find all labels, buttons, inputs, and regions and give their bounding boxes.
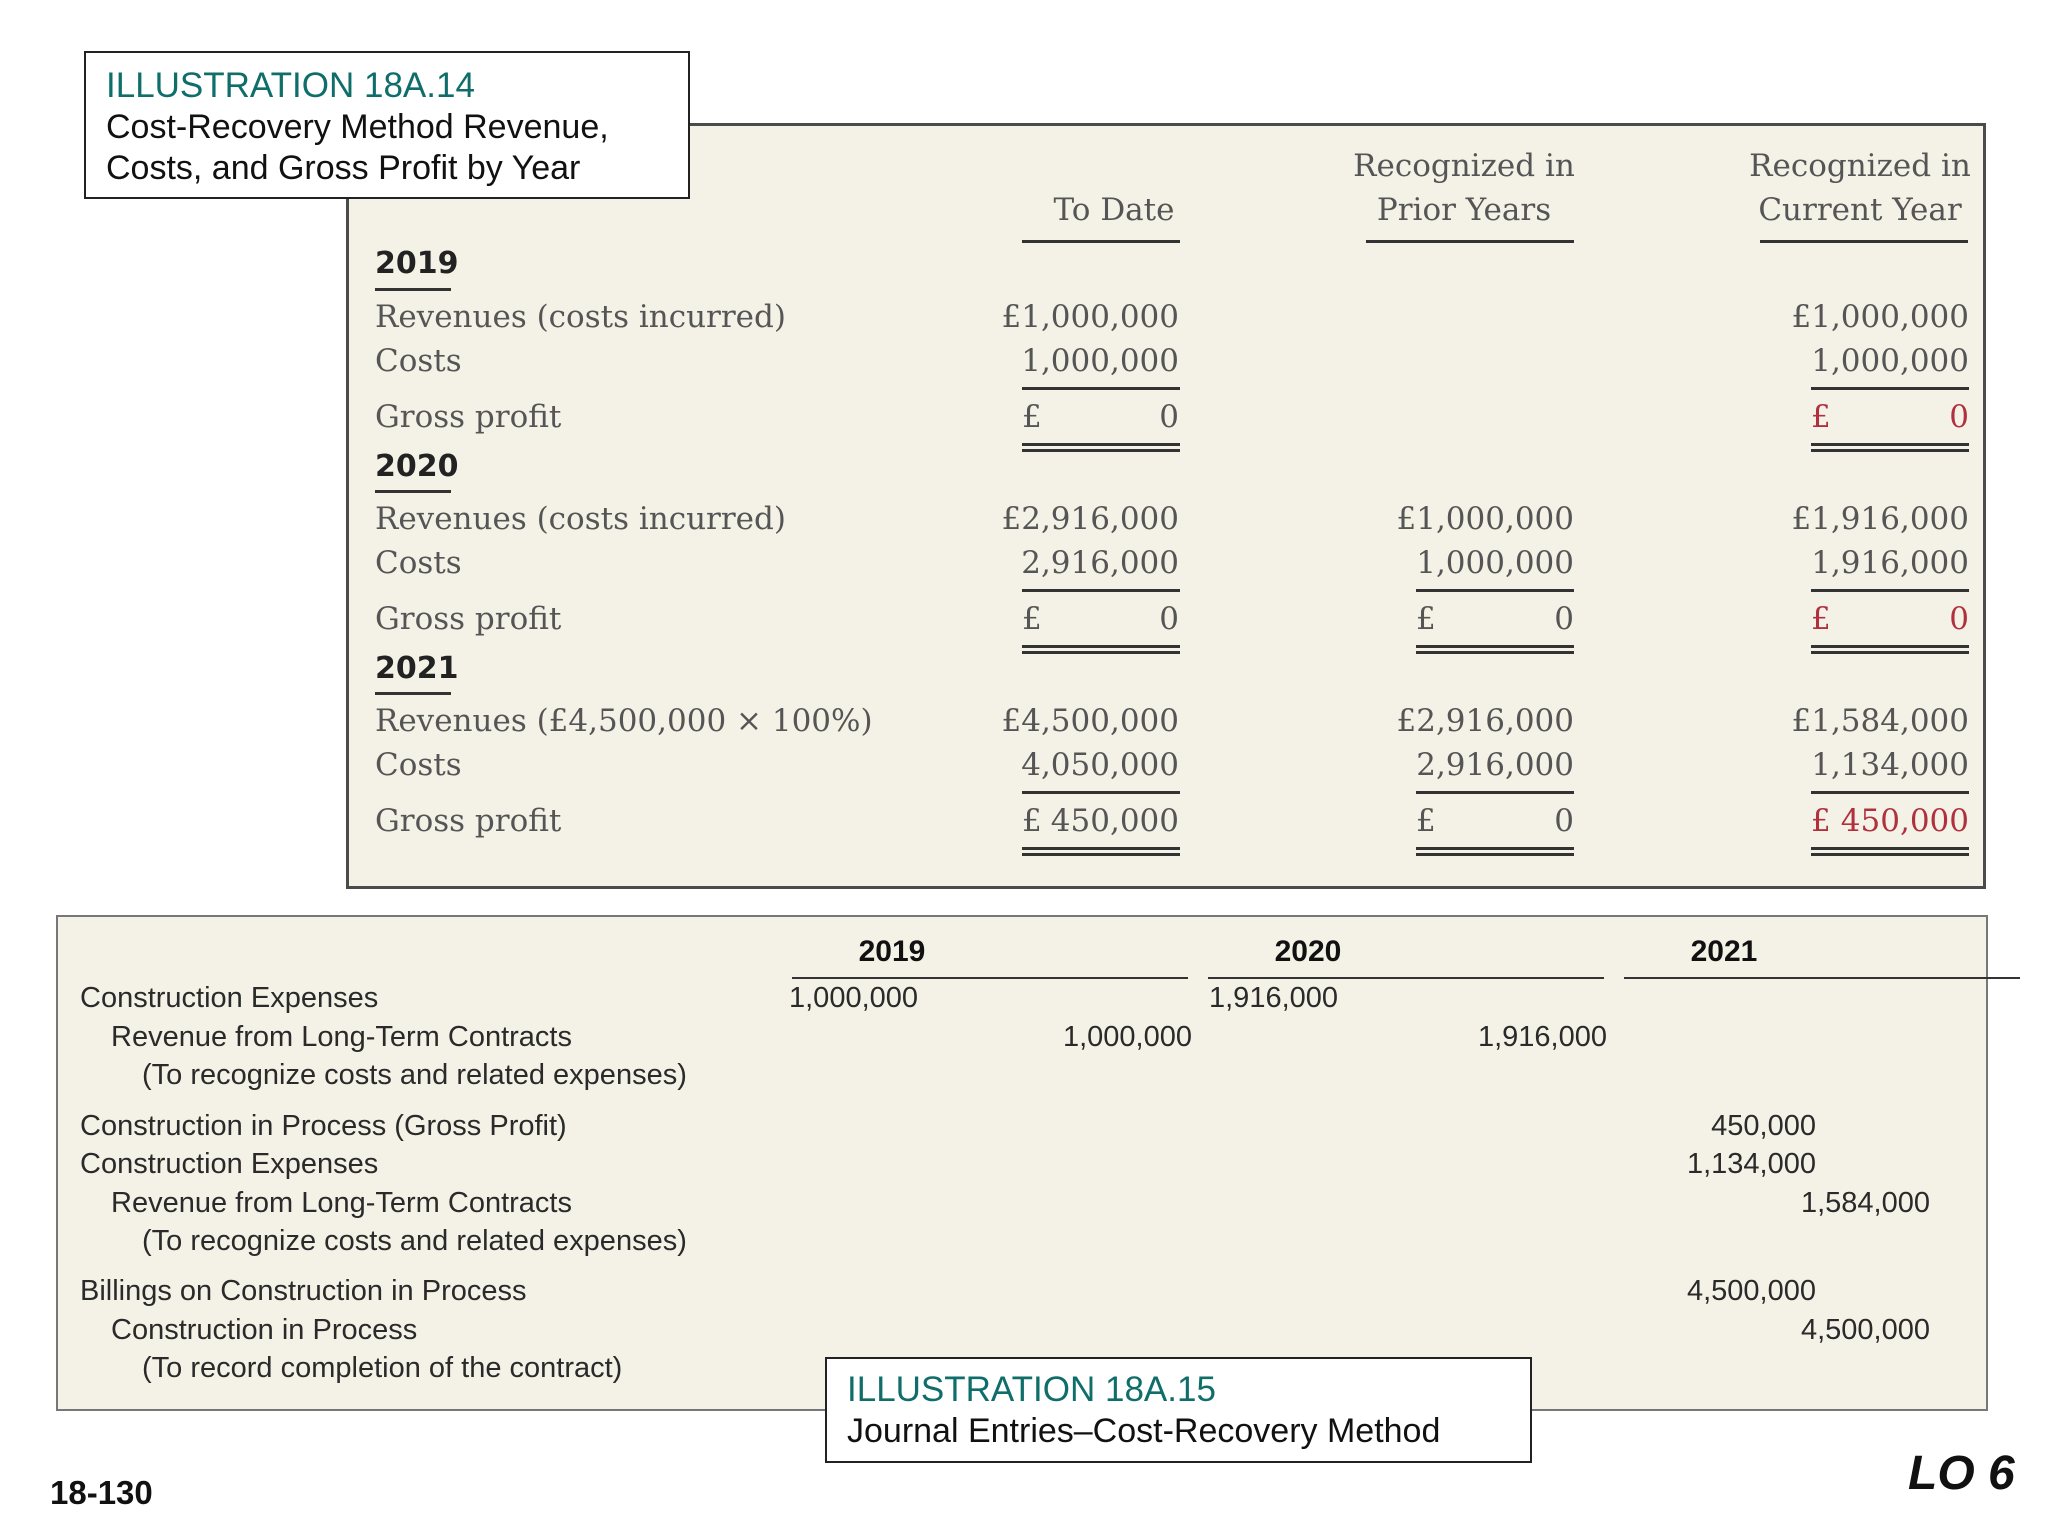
illustration-title-line2: Costs, and Gross Profit by Year — [106, 149, 581, 187]
gross-profit-current: 0 — [1949, 399, 1969, 435]
total-double-rule — [1022, 645, 1180, 654]
revenues-label: Revenues (costs incurred) — [375, 501, 786, 537]
header-current-line1: Recognized in — [1749, 148, 1971, 184]
total-double-rule — [1811, 645, 1969, 654]
total-double-rule — [1416, 645, 1574, 654]
journal-year-2019: 2019 — [858, 935, 926, 968]
entry1-credit-2019: 1,000,000 — [1062, 1021, 1192, 1053]
header-prior-line2: Prior Years — [1376, 192, 1552, 228]
gross-profit-to-date: 0 — [1159, 601, 1179, 637]
year-underline — [375, 692, 451, 695]
year-underline — [375, 288, 451, 291]
currency-symbol: £ — [1811, 399, 1831, 435]
header-rule — [1366, 240, 1574, 243]
header-rule — [1760, 240, 1968, 243]
subtotal-rule — [1022, 791, 1180, 794]
revenues-to-date: £2,916,000 — [1001, 501, 1179, 537]
illustration-number: ILLUSTRATION 18A.14 — [106, 66, 475, 105]
year-underline — [375, 490, 451, 493]
costs-label: Costs — [375, 747, 462, 783]
currency-symbol: £ — [1022, 803, 1042, 839]
illustration-title: Journal Entries–Cost-Recovery Method — [847, 1412, 1441, 1450]
entry3-debit-account: Billings on Construction in Process — [80, 1275, 527, 1307]
costs-prior: 1,000,000 — [1416, 545, 1574, 581]
illustration-label-1 — [84, 51, 690, 199]
costs-to-date: 4,050,000 — [1021, 747, 1179, 783]
costs-to-date: 2,916,000 — [1021, 545, 1179, 581]
costs-to-date: 1,000,000 — [1021, 343, 1179, 379]
gross-profit-current: 450,000 — [1840, 803, 1969, 839]
costs-current: 1,000,000 — [1811, 343, 1969, 379]
subtotal-rule — [1811, 589, 1969, 592]
total-double-rule — [1811, 847, 1969, 856]
revenues-prior: £1,000,000 — [1396, 501, 1574, 537]
revenues-label: Revenues (costs incurred) — [375, 299, 786, 335]
entry3-debit-2021: 4,500,000 — [1686, 1275, 1816, 1307]
currency-symbol: £ — [1811, 803, 1831, 839]
header-to-date: To Date — [1053, 192, 1175, 228]
entry1-explanation: (To recognize costs and related expenses) — [142, 1059, 687, 1091]
gross-profit-to-date: 450,000 — [1050, 803, 1179, 839]
revenues-current: £1,916,000 — [1791, 501, 1969, 537]
year-2020: 2020 — [375, 449, 459, 484]
total-double-rule — [1811, 443, 1969, 452]
currency-symbol: £ — [1022, 601, 1042, 637]
costs-current: 1,134,000 — [1811, 747, 1969, 783]
entry2-debit-2021: 1,134,000 — [1686, 1148, 1816, 1180]
gross-profit-to-date: 0 — [1159, 399, 1179, 435]
gross-profit-prior: 0 — [1554, 803, 1574, 839]
currency-symbol: £ — [1022, 399, 1042, 435]
journal-year-2020: 2020 — [1274, 935, 1342, 968]
subtotal-rule — [1022, 387, 1180, 390]
currency-symbol: £ — [1811, 601, 1831, 637]
currency-symbol: £ — [1416, 601, 1436, 637]
subtotal-rule — [1022, 589, 1180, 592]
revenues-current: £1,584,000 — [1791, 703, 1969, 739]
total-double-rule — [1022, 847, 1180, 856]
subtotal-rule — [1811, 791, 1969, 794]
entry1-debit-2020: 1,916,000 — [1209, 982, 1339, 1014]
entry1-debit-2019: 1,000,000 — [789, 982, 919, 1014]
header-rule — [1022, 240, 1180, 243]
gross-profit-prior: 0 — [1554, 601, 1574, 637]
revenues-to-date: £1,000,000 — [1001, 299, 1179, 335]
entry2-debit-account: Construction in Process (Gross Profit) — [80, 1110, 567, 1142]
entry2-debit-2021: 450,000 — [1711, 1110, 1816, 1142]
costs-label: Costs — [375, 545, 462, 581]
illustration-label-2 — [825, 1357, 1532, 1463]
revenues-prior: £2,916,000 — [1396, 703, 1574, 739]
subtotal-rule — [1416, 589, 1574, 592]
year-2019: 2019 — [375, 246, 459, 281]
entry2-credit-2021: 1,584,000 — [1800, 1187, 1930, 1219]
year-header-rule — [1624, 977, 2020, 979]
journal-entries-table — [56, 915, 1988, 1411]
subtotal-rule — [1416, 791, 1574, 794]
entry1-debit-account: Construction Expenses — [80, 982, 379, 1014]
revenues-to-date: £4,500,000 — [1001, 703, 1179, 739]
gross-profit-label: Gross profit — [375, 601, 562, 637]
revenue-cost-table — [346, 123, 1986, 889]
total-double-rule — [1416, 847, 1574, 856]
learning-objective: LO 6 — [1908, 1447, 2015, 1500]
entry3-explanation: (To record completion of the contract) — [142, 1352, 623, 1384]
year-header-rule — [792, 977, 1188, 979]
entry1-credit-2020: 1,916,000 — [1477, 1021, 1607, 1053]
costs-label: Costs — [375, 343, 462, 379]
entry3-credit-2021: 4,500,000 — [1800, 1314, 1930, 1346]
gross-profit-label: Gross profit — [375, 803, 562, 839]
year-2021: 2021 — [375, 651, 459, 686]
entry2-debit-account: Construction Expenses — [80, 1148, 379, 1180]
revenues-current: £1,000,000 — [1791, 299, 1969, 335]
gross-profit-label: Gross profit — [375, 399, 562, 435]
subtotal-rule — [1811, 387, 1969, 390]
costs-current: 1,916,000 — [1811, 545, 1969, 581]
entry2-explanation: (To recognize costs and related expenses) — [142, 1225, 687, 1257]
illustration-title-line1: Cost-Recovery Method Revenue, — [106, 108, 609, 146]
illustration-number: ILLUSTRATION 18A.15 — [847, 1370, 1216, 1409]
entry2-credit-account: Revenue from Long-Term Contracts — [111, 1187, 572, 1219]
gross-profit-current: 0 — [1949, 601, 1969, 637]
header-prior-line1: Recognized in — [1353, 148, 1575, 184]
page-number: 18-130 — [50, 1474, 153, 1511]
revenues-label: Revenues (£4,500,000 × 100%) — [375, 703, 873, 739]
total-double-rule — [1022, 443, 1180, 452]
year-header-rule — [1208, 977, 1604, 979]
costs-prior: 2,916,000 — [1416, 747, 1574, 783]
currency-symbol: £ — [1416, 803, 1436, 839]
entry1-credit-account: Revenue from Long-Term Contracts — [111, 1021, 572, 1053]
entry3-credit-account: Construction in Process — [111, 1314, 418, 1346]
journal-year-2021: 2021 — [1690, 935, 1758, 968]
header-current-line2: Current Year — [1758, 192, 1962, 228]
